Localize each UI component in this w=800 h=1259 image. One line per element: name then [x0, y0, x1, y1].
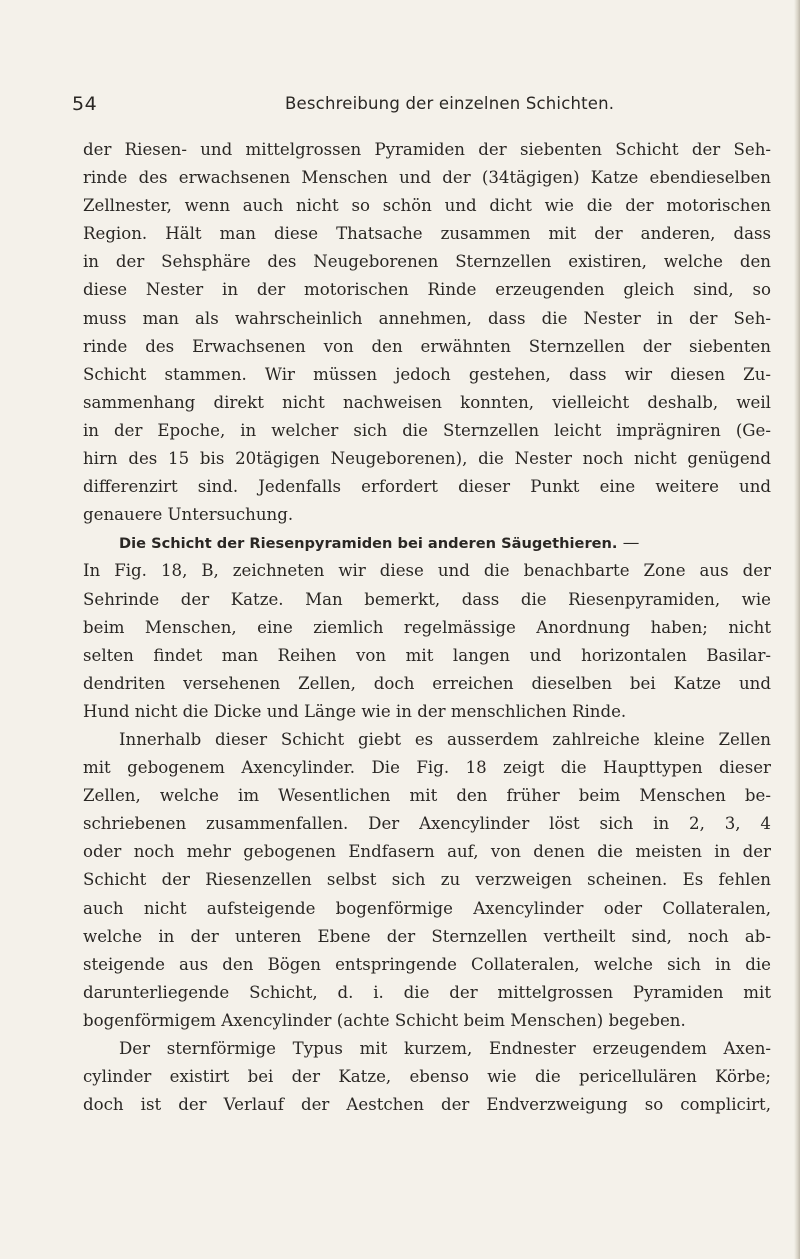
text-line: in der Sehsphäre des Neugeborenen Sternzellen existiren, welche den	[83, 252, 771, 272]
text-line: oder noch mehr gebogenen Endfasern auf, von denen die meisten in der	[83, 842, 771, 862]
text-line: Hund nicht die Dicke und Länge wie in der menschlichen Rinde.	[83, 701, 627, 721]
text-line: mit gebogenem Axencylinder. Die Fig. 18 zeigt die Haupttypen dieser	[83, 758, 771, 778]
page-edge	[794, 0, 800, 1259]
text-line: der Riesen- und mittelgrossen Pyramiden der siebenten Schicht der Seh-	[83, 140, 771, 159]
text-line: steigende aus den Bögen entspringende Collateralen, welche sich in die	[83, 954, 771, 974]
body-text	[83, 136, 771, 1119]
heading-dash: —	[622, 533, 640, 553]
paragraph	[83, 136, 771, 529]
text-line: rinde des Erwachsenen von den erwähnten Sternzellen der siebenten	[83, 336, 771, 356]
text-line: auch nicht aufsteigende bogenförmige Axencylinder oder Collateralen,	[83, 898, 771, 918]
text-line: dendriten versehenen Zellen, doch erreichen dieselben bei Katze und	[83, 673, 771, 693]
text-line: welche in der unteren Ebene der Sternzellen vertheilt sind, noch ab-	[83, 926, 771, 946]
paragraph	[83, 1035, 771, 1119]
text-line: Zellnester, wenn auch nicht so schön und dicht wie die der motorischen	[83, 196, 771, 216]
paragraph	[83, 529, 771, 726]
text-line: cylinder existirt bei der Katze, ebenso wie die pericellulären Körbe;	[83, 1067, 771, 1087]
text-line: diese Nester in der motorischen Rinde erzeugenden gleich sind, so	[83, 280, 771, 300]
text-line: bogenförmigem Axencylinder (achte Schicht beim Menschen) begeben.	[83, 1010, 686, 1030]
section-heading-line	[83, 529, 771, 557]
text-line: Innerhalb dieser Schicht giebt es ausserdem zahlreiche kleine Zellen	[119, 729, 771, 749]
text-line: Zellen, welche im Wesentlichen mit den früher beim Menschen be-	[83, 786, 771, 806]
text-line: muss man als wahrscheinlich annehmen, dass die Nester in der Seh-	[83, 308, 771, 328]
text-line: hirn des 15 bis 20tägigen Neugeborenen), die Nester noch nicht genügend	[83, 449, 771, 469]
text-line: darunterliegende Schicht, d. i. die der mittelgrossen Pyramiden mit	[83, 982, 771, 1002]
text-line: doch ist der Verlauf der Aestchen der Endverzweigung so complicirt,	[83, 1095, 771, 1115]
text-line: genauere Untersuchung.	[83, 505, 294, 525]
text-line: differenzirt sind. Jedenfalls erfordert dieser Punkt eine weitere und	[83, 477, 771, 497]
running-head: Beschreibung der einzelnen Schichten.	[285, 94, 615, 113]
text-line: rinde des erwachsenen Menschen und der (34tägigen) Katze ebendieselben	[83, 168, 771, 188]
text-line: Sehrinde der Katze. Man bemerkt, dass die Riesenpyramiden, wie	[83, 589, 771, 609]
paragraph	[83, 726, 771, 1035]
text-line: Schicht stammen. Wir müssen jedoch gestehen, dass wir diesen Zu-	[83, 364, 771, 384]
text-line: in der Epoche, in welcher sich die Sternzellen leicht imprägniren (Ge-	[83, 420, 771, 440]
page-header	[72, 93, 772, 121]
text-line: selten findet man Reihen von mit langen und horizontalen Basilar-	[83, 645, 771, 665]
text-line: sammenhang direkt nicht nachweisen konnten, vielleicht deshalb, weil	[83, 392, 771, 412]
text-line: Schicht der Riesenzellen selbst sich zu verzweigen scheinen. Es fehlen	[83, 870, 771, 890]
text-line: beim Menschen, eine ziemlich regelmässige Anordnung haben; nicht	[83, 617, 771, 637]
section-heading: Die Schicht der Riesenpyramiden bei anderen Säugethieren.	[119, 535, 618, 553]
page-number: 54	[72, 93, 98, 115]
text-line: Region. Hält man diese Thatsache zusammen mit der anderen, dass	[83, 224, 771, 244]
text-line: In Fig. 18, B, zeichneten wir diese und die benachbarte Zone aus der	[83, 561, 771, 581]
text-line: Der sternförmige Typus mit kurzem, Endnester erzeugendem Axen-	[119, 1039, 771, 1058]
text-line: schriebenen zusammenfallen. Der Axencylinder löst sich in 2, 3, 4	[83, 814, 771, 834]
